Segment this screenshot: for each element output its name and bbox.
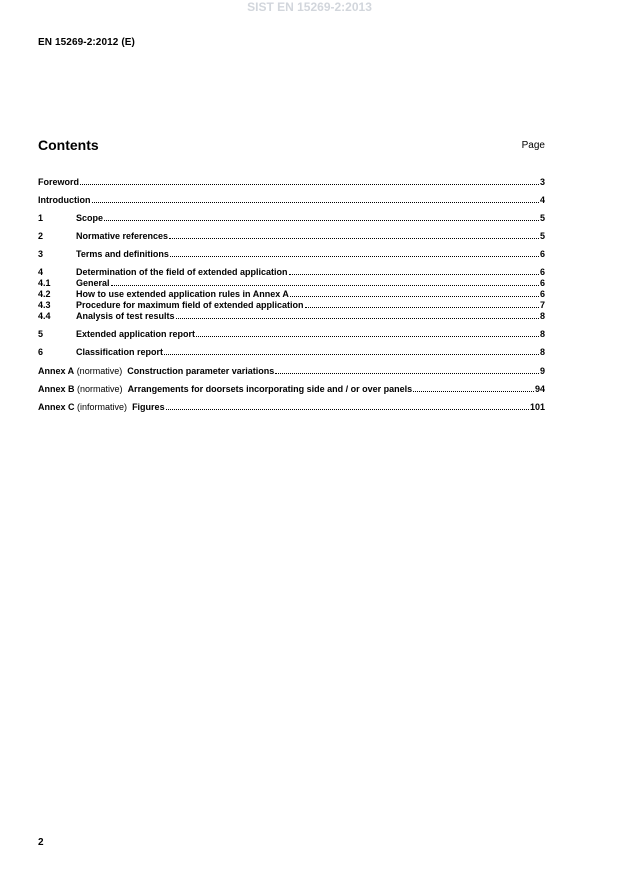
toc-leader-dots [92, 201, 539, 203]
toc-entry-annex-kind: (informative) [77, 402, 128, 412]
toc-entry-extended-application-rules[interactable] [38, 288, 545, 299]
toc-entry-number: 4.2 [38, 289, 51, 299]
toc-entry-classification-report[interactable] [38, 346, 545, 357]
toc-entry-page: 8 [539, 347, 545, 357]
toc-entry-foreword[interactable] [38, 176, 545, 187]
toc-entry-page: 8 [539, 311, 545, 321]
toc-entry-page: 5 [539, 213, 545, 223]
toc-leader-dots [169, 237, 539, 239]
toc-entry-title: General [76, 278, 110, 288]
toc-entry-title: Figures [132, 402, 165, 412]
toc-entry-page: 6 [539, 278, 545, 288]
toc-leader-dots [166, 408, 529, 410]
toc-entry-title: Determination of the field of extended application [76, 267, 288, 277]
toc-entry-number: 2 [38, 231, 44, 241]
toc-leader-dots [275, 372, 539, 374]
toc-entry-page: 7 [539, 300, 545, 310]
toc-entry-title: Analysis of test results [76, 311, 175, 321]
toc-entry-title: How to use extended application rules in Annex A [76, 289, 289, 299]
toc-entry-annex-c[interactable] [38, 401, 545, 412]
toc-entry-page: 6 [539, 289, 545, 299]
toc-entry-number: 4 [38, 267, 44, 277]
toc-entry-page: 5 [539, 231, 545, 241]
toc-entry-number: 6 [38, 347, 44, 357]
toc-entry-number: 4.1 [38, 278, 51, 288]
toc-entry-number: 4.3 [38, 300, 51, 310]
toc-entry-title: Normative references [76, 231, 169, 241]
toc-leader-dots [196, 335, 539, 337]
toc-entry-number: 4.4 [38, 311, 51, 321]
toc-leader-dots [164, 353, 539, 355]
toc-entry-analysis-of-test-results[interactable] [38, 310, 545, 321]
toc-entry-annex-label: Annex A [38, 366, 75, 376]
toc-entry-annex-kind: (normative) [77, 384, 123, 394]
toc-entry-title: Classification report [76, 347, 164, 357]
toc-leader-dots [413, 390, 534, 392]
toc-entry-general[interactable] [38, 277, 545, 288]
toc-entry-terms-and-definitions[interactable] [38, 248, 545, 259]
page-number: 2 [38, 837, 44, 848]
toc-entry-number: 5 [38, 329, 44, 339]
toc-entry-annex-b[interactable] [38, 383, 545, 394]
toc-entry-determination[interactable] [38, 266, 545, 277]
toc-entry-title: Arrangements for doorsets incorporating side and / or over panels [127, 384, 413, 394]
toc-entry-number: 3 [38, 249, 44, 259]
watermark: SIST EN 15269-2:2013 [247, 0, 372, 14]
toc-entry-page: 101 [529, 402, 545, 412]
toc-entry-page: 4 [539, 195, 545, 205]
toc-entry-page: 9 [539, 366, 545, 376]
toc-entry-title: Terms and definitions [76, 249, 169, 259]
toc-entry-page: 94 [534, 384, 545, 394]
toc-entry-scope[interactable] [38, 212, 545, 223]
toc-leader-dots [290, 295, 539, 297]
toc-entry-title: Introduction [38, 195, 91, 205]
toc-entry-procedure-maximum-field[interactable] [38, 299, 545, 310]
toc-entry-normative-references[interactable] [38, 230, 545, 241]
page-column-label: Page [521, 140, 545, 151]
contents-heading: Contents [38, 137, 99, 153]
toc-entry-title: Scope [76, 213, 104, 223]
toc-entry-title: Foreword [38, 177, 80, 187]
toc-entry-page: 3 [539, 177, 545, 187]
toc-leader-dots [104, 219, 539, 221]
toc-entry-annex-label: Annex C [38, 402, 75, 412]
toc-entry-page: 6 [539, 267, 545, 277]
toc-entry-number: 1 [38, 213, 44, 223]
toc-leader-dots [111, 284, 539, 286]
toc-entry-annex-label: Annex B [38, 384, 75, 394]
toc-entry-title: Procedure for maximum field of extended application [76, 300, 304, 310]
toc-leader-dots [170, 255, 539, 257]
toc-entry-title: Construction parameter variations [127, 366, 275, 376]
toc-entry-page: 6 [539, 249, 545, 259]
document-id: EN 15269-2:2012 (E) [38, 37, 135, 48]
toc-leader-dots [80, 183, 539, 185]
toc-entry-annex-a[interactable] [38, 365, 545, 376]
toc-entry-annex-kind: (normative) [76, 366, 123, 376]
toc-leader-dots [176, 317, 539, 319]
toc-entry-title: Extended application report [76, 329, 196, 339]
toc-leader-dots [289, 273, 539, 275]
toc-leader-dots [305, 306, 539, 308]
toc-entry-extended-application-report[interactable] [38, 328, 545, 339]
toc-entry-page: 8 [539, 329, 545, 339]
toc-entry-introduction[interactable] [38, 194, 545, 205]
